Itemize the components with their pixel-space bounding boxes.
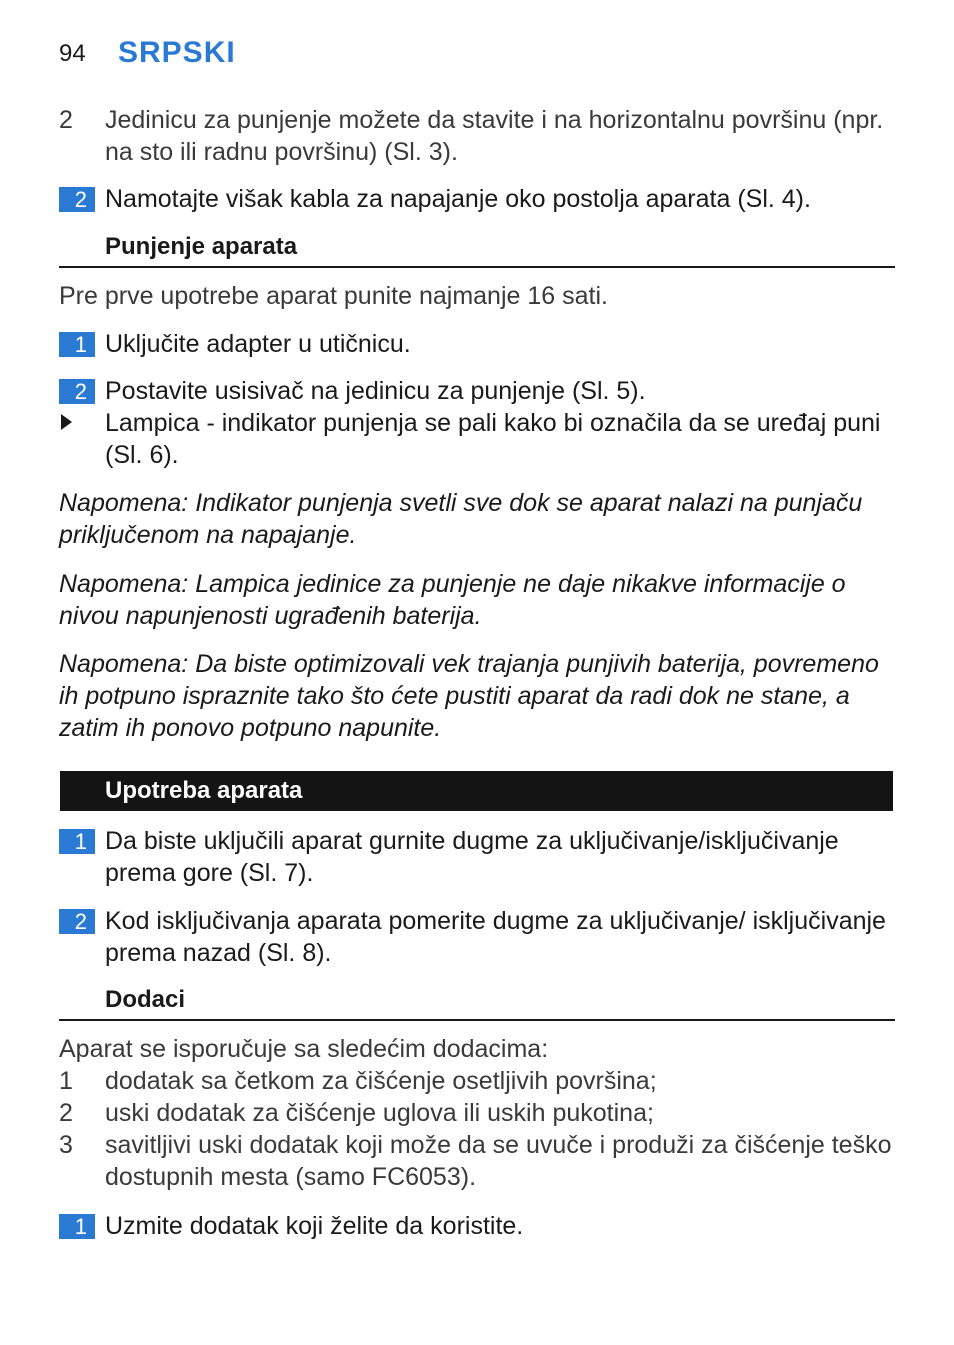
step-badge: 1 bbox=[59, 1214, 95, 1239]
note-2: Napomena: Lampica jedinice za punjenje ne daje nikakve informacije o nivou napunjenosti ugrađenih baterija. bbox=[59, 570, 846, 630]
page-number: 94 bbox=[59, 40, 86, 67]
list-item: savitljivi uski dodatak koji može da se uvuče i produži za čišćenje teško dostupnih mesta (samo FC6053). bbox=[105, 1131, 892, 1191]
charging-intro: Pre prve upotrebe aparat punite najmanje 16 sati. bbox=[59, 282, 608, 310]
step-text: Uključite adapter u utičnicu. bbox=[105, 330, 411, 358]
language-title: SRPSKI bbox=[118, 36, 236, 69]
section-rule bbox=[59, 1019, 895, 1021]
step-text: Da biste uključili aparat gurnite dugme za uključivanje/isključivanje prema gore (Sl. 7). bbox=[105, 827, 839, 887]
step-text: Namotajte višak kabla za napajanje oko postolja aparata (Sl. 4). bbox=[105, 185, 811, 213]
step-text: Kod isključivanja aparata pomerite dugme za uključivanje/ isključivanje prema nazad (Sl. 8). bbox=[105, 907, 886, 967]
accessories-intro: Aparat se isporučuje sa sledećim dodacima: bbox=[59, 1035, 549, 1063]
list-item-number: 2 bbox=[59, 1099, 73, 1127]
intro-item-number: 2 bbox=[59, 106, 73, 134]
step-badge: 1 bbox=[59, 829, 95, 854]
step-badge: 2 bbox=[59, 187, 95, 212]
note-3: Napomena: Da biste optimizovali vek trajanja punjivih baterija, povremeno ih potpuno ispraznite tako što ćete pustiti aparat da radi dok ne stane, a zatim ih ponovo potpuno napunite. bbox=[59, 650, 879, 742]
step-badge: 2 bbox=[59, 379, 95, 404]
step-text: Postavite usisivač na jedinicu za punjenje (Sl. 5). bbox=[105, 377, 646, 405]
list-item-number: 1 bbox=[59, 1067, 73, 1095]
result-text: Lampica - indikator punjenja se pali kako bi označila da se uređaj puni (Sl. 6). bbox=[105, 409, 881, 469]
section-heading-accessories: Dodaci bbox=[105, 986, 186, 1013]
section-heading-charging: Punjenje aparata bbox=[105, 233, 298, 260]
list-item: dodatak sa četkom za čišćenje osetljivih površina; bbox=[105, 1067, 657, 1095]
result-bullet-icon bbox=[59, 413, 75, 431]
section-heading-bar bbox=[60, 771, 893, 811]
note-1: Napomena: Indikator punjenja svetli sve dok se aparat nalazi na punjaču priključenom na napajanje. bbox=[59, 489, 863, 549]
section-rule bbox=[59, 266, 895, 268]
step-text: Uzmite dodatak koji želite da koristite. bbox=[105, 1212, 524, 1240]
section-heading-usage: Upotreba aparata bbox=[105, 777, 303, 804]
list-item-number: 3 bbox=[59, 1131, 73, 1159]
step-badge: 1 bbox=[59, 332, 95, 357]
list-item: uski dodatak za čišćenje uglova ili uskih pukotina; bbox=[105, 1099, 654, 1127]
step-badge: 2 bbox=[59, 909, 95, 934]
intro-item-text: Jedinicu za punjenje možete da stavite i na horizontalnu površinu (npr. na sto ili radnu površinu) (Sl. 3). bbox=[105, 106, 884, 166]
